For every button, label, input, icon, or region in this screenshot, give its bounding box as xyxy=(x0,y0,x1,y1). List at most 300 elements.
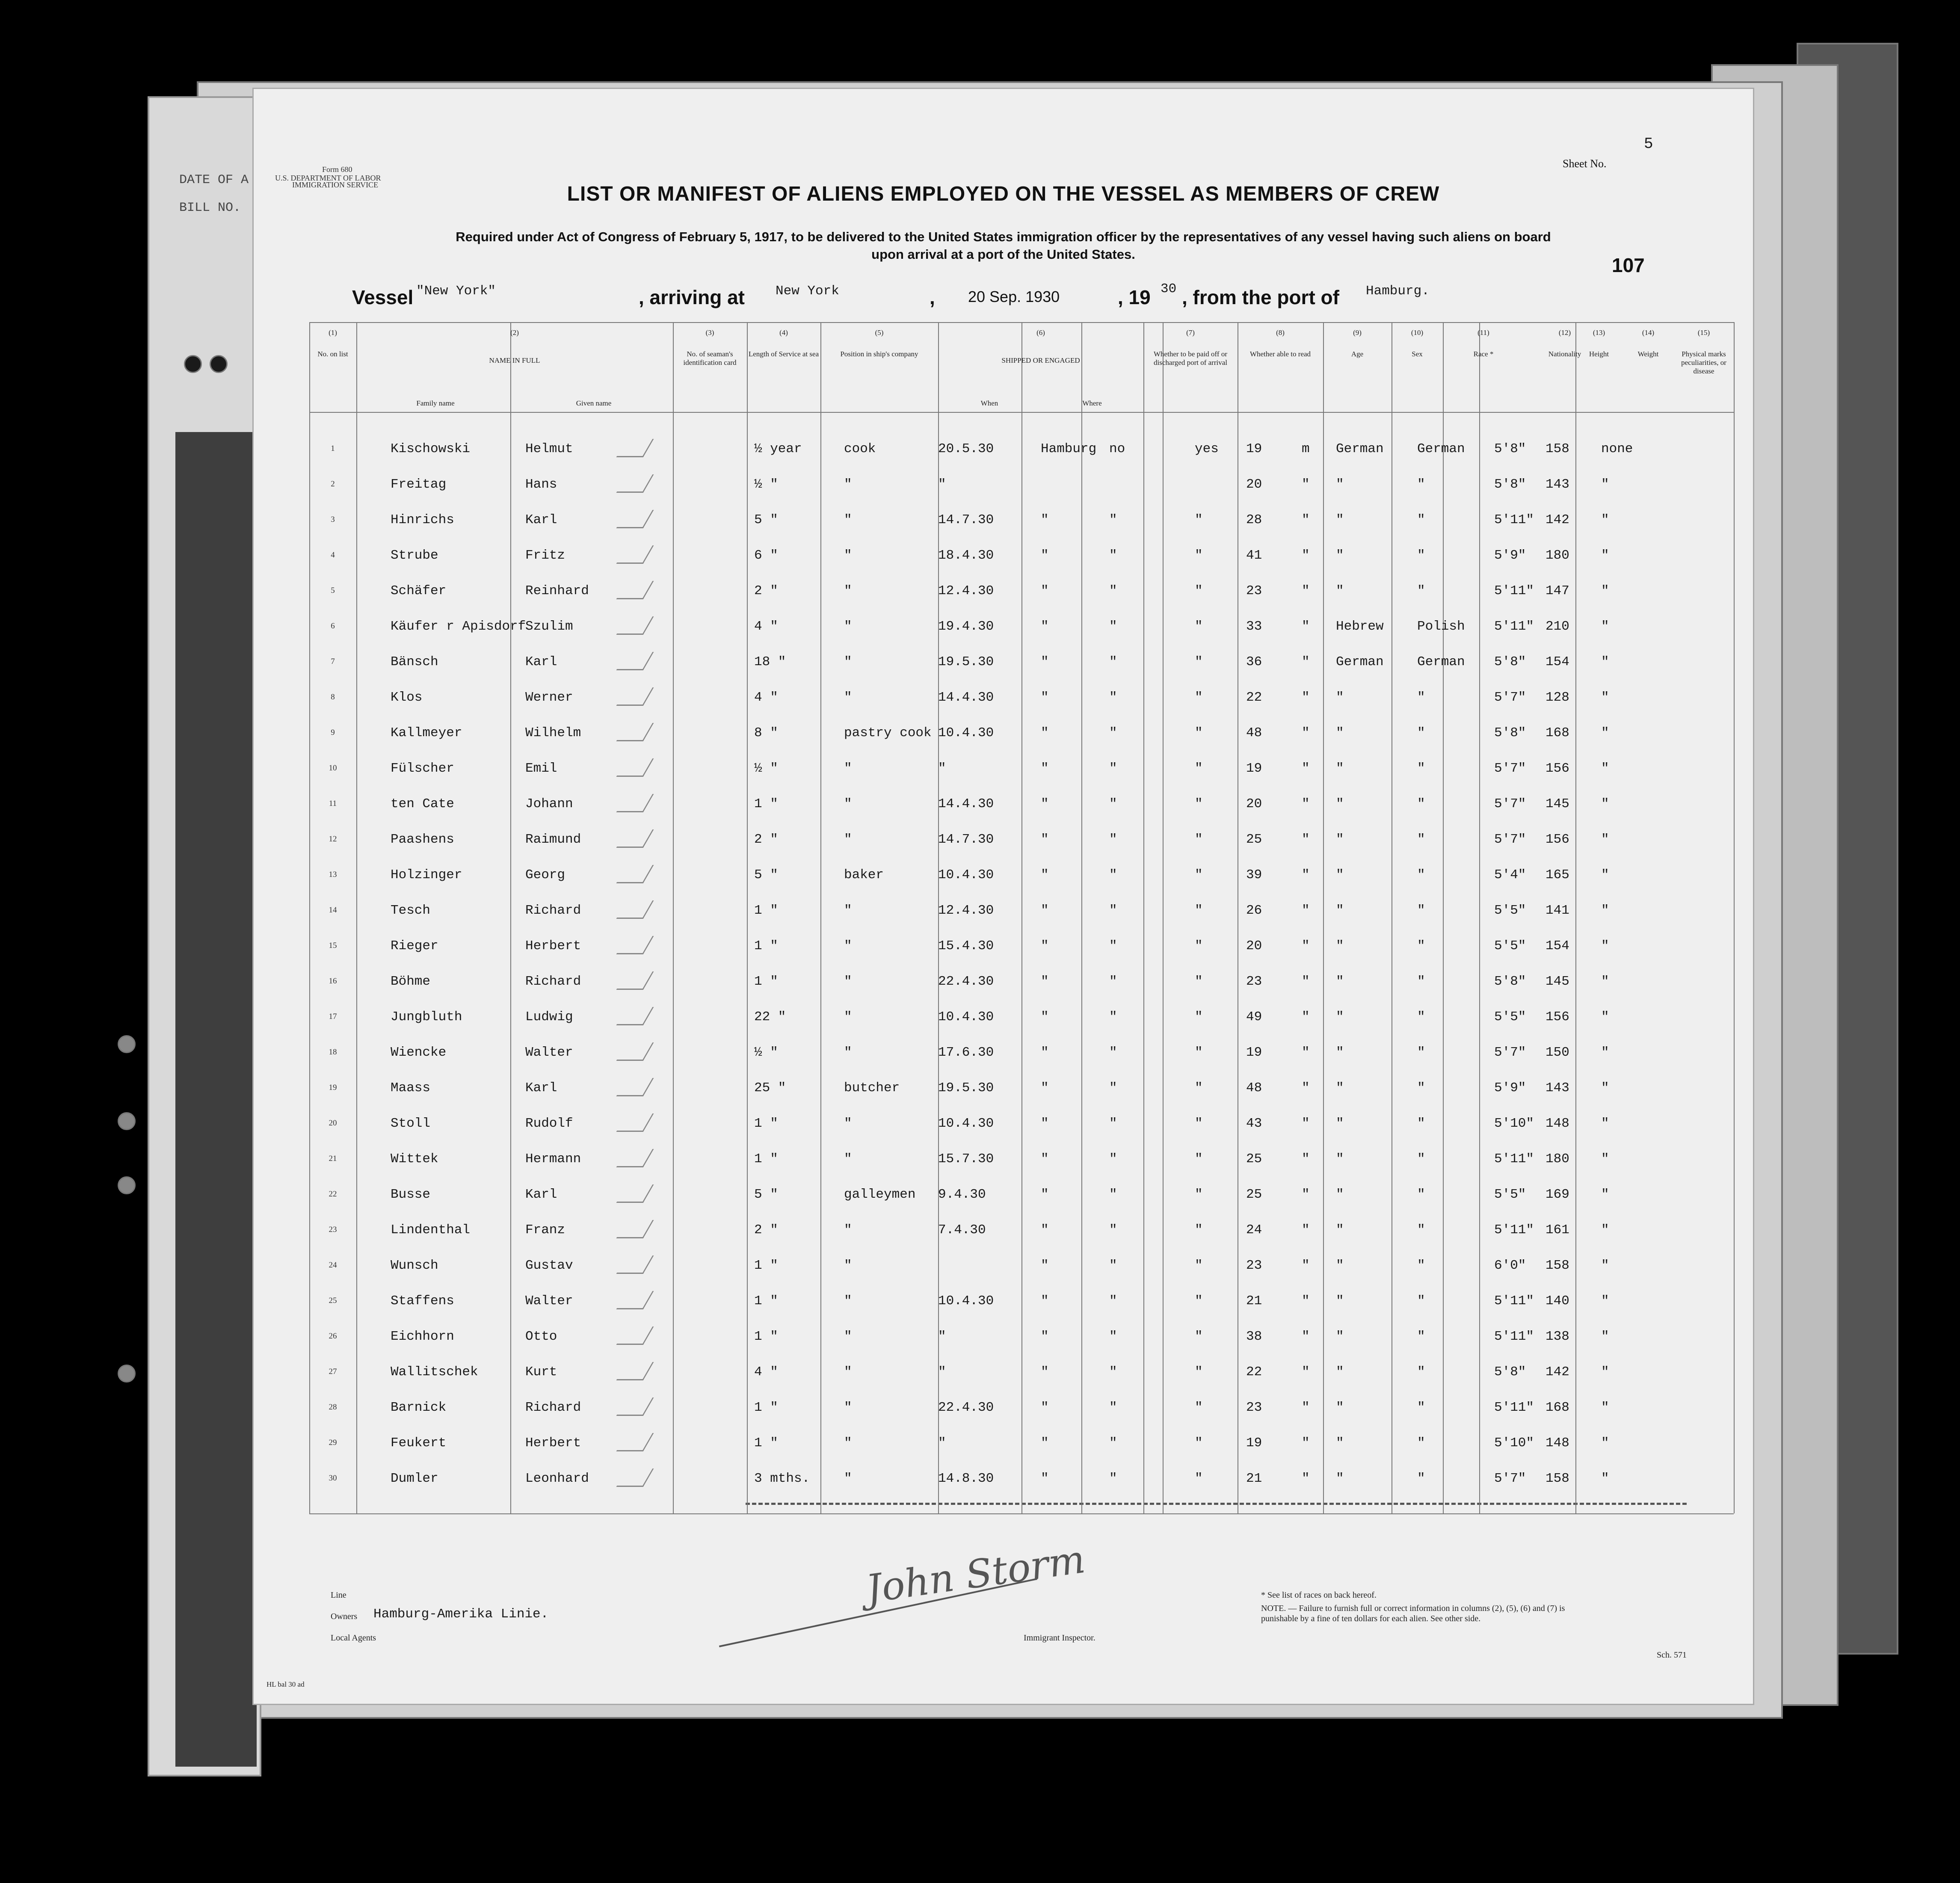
column-number: (14) xyxy=(1642,329,1655,337)
position: " xyxy=(844,974,852,989)
column-number: (2) xyxy=(510,329,519,337)
length-of-service: 6 " xyxy=(754,548,778,563)
length-of-service: 1 " xyxy=(754,974,778,989)
row-number: 6 xyxy=(331,622,335,631)
weight: 158 xyxy=(1545,441,1569,456)
height: 5'11" xyxy=(1494,512,1534,527)
race: " xyxy=(1336,1294,1344,1309)
stub-text-2: BILL NO. xyxy=(179,201,241,215)
table-row xyxy=(254,1043,1753,1079)
shipped-when: 17.6.30 xyxy=(938,1045,994,1060)
position: " xyxy=(844,1223,852,1238)
nationality: German xyxy=(1417,654,1465,669)
able-to-read: " xyxy=(1195,796,1203,811)
column-header: No. of seaman's identification card xyxy=(683,350,737,367)
family-name: Hinrichs xyxy=(391,512,454,527)
family-name: Klos xyxy=(391,690,423,705)
nationality: " xyxy=(1417,725,1425,740)
race: " xyxy=(1336,903,1344,918)
height: 5'8" xyxy=(1494,441,1526,456)
weight: 138 xyxy=(1545,1329,1569,1344)
shipped-when: 7.4.30 xyxy=(938,1223,986,1238)
table-row xyxy=(254,901,1753,937)
table-row xyxy=(254,582,1753,617)
physical-marks: " xyxy=(1601,619,1609,634)
nationality: " xyxy=(1417,1081,1425,1095)
shipped-where: " xyxy=(1041,690,1049,705)
year-value: 30 xyxy=(1161,281,1177,296)
nationality: " xyxy=(1417,974,1425,989)
paid-off: " xyxy=(1109,654,1117,669)
weight: 158 xyxy=(1545,1471,1569,1486)
row-number: 5 xyxy=(331,586,335,595)
row-number: 30 xyxy=(329,1474,337,1483)
weight: 128 xyxy=(1545,690,1569,705)
paid-off: " xyxy=(1109,1329,1117,1344)
column-number: (5) xyxy=(875,329,884,337)
row-number: 14 xyxy=(329,906,337,915)
page-stamp: 107 xyxy=(1612,254,1645,276)
age: 41 xyxy=(1246,548,1262,563)
age: 25 xyxy=(1246,832,1262,847)
row-number: 22 xyxy=(329,1190,337,1199)
inspector-signature: John Storm xyxy=(863,1537,1088,1612)
age: 19 xyxy=(1246,441,1262,456)
column-header: SHIPPED OR ENGAGED xyxy=(1001,356,1080,364)
age: 20 xyxy=(1246,796,1262,811)
table-row xyxy=(254,1185,1753,1221)
age: 21 xyxy=(1246,1471,1262,1486)
row-number: 28 xyxy=(329,1403,337,1412)
physical-marks: " xyxy=(1601,939,1609,953)
column-subheader: Family name xyxy=(416,399,455,407)
column-number: (1) xyxy=(329,329,337,337)
sex: " xyxy=(1302,1471,1310,1486)
paid-off: " xyxy=(1109,1258,1117,1273)
nationality: " xyxy=(1417,761,1425,776)
arrival-date-stamp: 20 Sep. 1930 xyxy=(968,288,1060,305)
row-number: 20 xyxy=(329,1119,337,1128)
age: 33 xyxy=(1246,619,1262,634)
shipped-where: " xyxy=(1041,1471,1049,1486)
position: " xyxy=(844,1116,852,1131)
paid-off: " xyxy=(1109,1223,1117,1238)
position: " xyxy=(844,1471,852,1486)
position: pastry cook xyxy=(844,725,932,740)
column-number: (15) xyxy=(1697,329,1710,337)
row-number: 13 xyxy=(329,870,337,879)
column-number: (6) xyxy=(1036,329,1045,337)
physical-marks: " xyxy=(1601,1258,1609,1273)
row-number: 11 xyxy=(329,799,337,808)
arriving-label: , arriving at xyxy=(639,286,745,308)
shipped-when: 19.4.30 xyxy=(938,619,994,634)
length-of-service: 1 " xyxy=(754,1436,778,1451)
age: 20 xyxy=(1246,477,1262,492)
shipped-where: " xyxy=(1041,1294,1049,1309)
form-number: Form 680 xyxy=(322,165,352,174)
family-name: Kischowski xyxy=(391,441,471,456)
length-of-service: 3 mths. xyxy=(754,1471,810,1486)
height: 5'5" xyxy=(1494,903,1526,918)
row-number: 10 xyxy=(329,764,337,773)
check-mark xyxy=(616,1149,654,1167)
punch-hole xyxy=(118,1365,136,1383)
height: 6'0" xyxy=(1494,1258,1526,1273)
weight: 141 xyxy=(1545,903,1569,918)
row-number: 21 xyxy=(329,1154,337,1163)
row-number: 3 xyxy=(331,515,335,524)
check-mark xyxy=(616,652,654,670)
table-row xyxy=(254,1079,1753,1114)
weight: 145 xyxy=(1545,796,1569,811)
age: 20 xyxy=(1246,939,1262,953)
family-name: Rieger xyxy=(391,939,438,953)
family-name: Maass xyxy=(391,1081,431,1095)
sex: " xyxy=(1302,477,1310,492)
height: 5'7" xyxy=(1494,832,1526,847)
position: " xyxy=(844,939,852,953)
row-number: 17 xyxy=(329,1012,337,1021)
check-mark xyxy=(616,971,654,990)
family-name: Lindenthal xyxy=(391,1223,471,1238)
check-mark xyxy=(616,900,654,919)
position: " xyxy=(844,903,852,918)
paid-off: " xyxy=(1109,690,1117,705)
shipped-where: " xyxy=(1041,654,1049,669)
nationality: " xyxy=(1417,1045,1425,1060)
paid-off: " xyxy=(1109,1471,1117,1486)
given-name: Fritz xyxy=(525,548,565,563)
length-of-service: 2 " xyxy=(754,1223,778,1238)
column-subheader: When xyxy=(980,399,998,407)
weight: 154 xyxy=(1545,654,1569,669)
able-to-read: " xyxy=(1195,974,1203,989)
given-name: Herbert xyxy=(525,939,581,953)
physical-marks: " xyxy=(1601,654,1609,669)
sex: " xyxy=(1302,832,1310,847)
nationality: " xyxy=(1417,1258,1425,1273)
shipped-where: " xyxy=(1041,512,1049,527)
given-name: Ludwig xyxy=(525,1010,573,1024)
age: 28 xyxy=(1246,512,1262,527)
shipped-when: 15.4.30 xyxy=(938,939,994,953)
column-number: (8) xyxy=(1276,329,1285,337)
sex: " xyxy=(1302,690,1310,705)
given-name: Werner xyxy=(525,690,573,705)
paid-off: " xyxy=(1109,1010,1117,1024)
race: " xyxy=(1336,1187,1344,1202)
position: " xyxy=(844,690,852,705)
length-of-service: 4 " xyxy=(754,619,778,634)
length-of-service: ½ year xyxy=(754,441,802,456)
race: " xyxy=(1336,867,1344,882)
able-to-read: " xyxy=(1195,1010,1203,1024)
from-port-label: , from the port of xyxy=(1182,286,1339,308)
given-name: Georg xyxy=(525,867,565,882)
check-mark xyxy=(616,865,654,883)
row-number: 16 xyxy=(329,977,337,986)
height: 5'7" xyxy=(1494,690,1526,705)
table-row xyxy=(254,1434,1753,1469)
race: " xyxy=(1336,725,1344,740)
position: " xyxy=(844,1294,852,1309)
age: 23 xyxy=(1246,1258,1262,1273)
punch-hole xyxy=(184,355,202,373)
race: Hebrew xyxy=(1336,619,1384,634)
manifest-subtitle-2: upon arrival at a port of the United States. xyxy=(871,247,1135,262)
paid-off: " xyxy=(1109,512,1117,527)
weight: 140 xyxy=(1545,1294,1569,1309)
table-bottom-rule xyxy=(309,1513,1734,1514)
table-row xyxy=(254,1114,1753,1150)
physical-marks: " xyxy=(1601,1436,1609,1451)
position: " xyxy=(844,832,852,847)
comma: , xyxy=(930,286,935,308)
race: " xyxy=(1336,939,1344,953)
race: " xyxy=(1336,548,1344,563)
given-name: Walter xyxy=(525,1045,573,1060)
sex: " xyxy=(1302,1152,1310,1167)
given-name: Johann xyxy=(525,796,573,811)
shipped-when: 14.7.30 xyxy=(938,832,994,847)
row-number: 7 xyxy=(331,657,335,666)
physical-marks: " xyxy=(1601,1294,1609,1309)
shipped-where: " xyxy=(1041,1436,1049,1451)
race: " xyxy=(1336,477,1344,492)
height: 5'8" xyxy=(1494,477,1526,492)
stub-text-1: DATE OF A xyxy=(179,173,249,187)
physical-marks: " xyxy=(1601,1223,1609,1238)
paid-off: " xyxy=(1109,761,1117,776)
able-to-read: " xyxy=(1195,1436,1203,1451)
length-of-service: 1 " xyxy=(754,1400,778,1415)
shipped-when: 14.4.30 xyxy=(938,796,994,811)
given-name: Leonhard xyxy=(525,1471,589,1486)
able-to-read: " xyxy=(1195,1329,1203,1344)
physical-marks: " xyxy=(1601,1010,1609,1024)
paid-off: " xyxy=(1109,939,1117,953)
sex: " xyxy=(1302,1223,1310,1238)
length-of-service: ½ " xyxy=(754,477,778,492)
length-of-service: 1 " xyxy=(754,796,778,811)
physical-marks: " xyxy=(1601,512,1609,527)
nationality: " xyxy=(1417,1010,1425,1024)
able-to-read: " xyxy=(1195,1400,1203,1415)
column-header: Nationality xyxy=(1548,350,1581,358)
given-name: Wilhelm xyxy=(525,725,581,740)
vessel-name: "New York" xyxy=(416,284,496,299)
family-name: Wallitschek xyxy=(391,1365,478,1380)
height: 5'8" xyxy=(1494,1365,1526,1380)
paid-off: no xyxy=(1109,441,1125,456)
nationality: " xyxy=(1417,1436,1425,1451)
sex: " xyxy=(1302,725,1310,740)
schedule-number: Sch. 571 xyxy=(1657,1650,1687,1660)
position: " xyxy=(844,1258,852,1273)
weight: 168 xyxy=(1545,1400,1569,1415)
able-to-read: " xyxy=(1195,583,1203,598)
position: " xyxy=(844,548,852,563)
physical-marks: " xyxy=(1601,1187,1609,1202)
row-number: 27 xyxy=(329,1367,337,1376)
immigrant-inspector-label: Immigrant Inspector. xyxy=(1024,1633,1095,1643)
shipped-when: 20.5.30 xyxy=(938,441,994,456)
nationality: " xyxy=(1417,477,1425,492)
owners-label: Owners xyxy=(331,1612,358,1621)
height: 5'11" xyxy=(1494,583,1534,598)
physical-marks: " xyxy=(1601,1471,1609,1486)
race: " xyxy=(1336,832,1344,847)
physical-marks: " xyxy=(1601,548,1609,563)
owners-value: Hamburg-Amerika Linie. xyxy=(373,1607,549,1622)
shipped-where: " xyxy=(1041,1045,1049,1060)
table-row xyxy=(254,1398,1753,1434)
binding-stub-dark xyxy=(175,432,257,1767)
check-mark xyxy=(616,1326,654,1345)
able-to-read: yes xyxy=(1195,441,1219,456)
row-number: 12 xyxy=(329,835,337,844)
table-row xyxy=(254,724,1753,759)
sex: " xyxy=(1302,1294,1310,1309)
punch-hole xyxy=(210,355,228,373)
nationality: German xyxy=(1417,441,1465,456)
family-name: Dumler xyxy=(391,1471,438,1486)
age: 23 xyxy=(1246,974,1262,989)
length-of-service: 4 " xyxy=(754,1365,778,1380)
given-name: Helmut xyxy=(525,441,573,456)
age: 22 xyxy=(1246,690,1262,705)
shipped-where: " xyxy=(1041,796,1049,811)
sex: " xyxy=(1302,1116,1310,1131)
given-name: Otto xyxy=(525,1329,557,1344)
column-header: Height xyxy=(1589,350,1609,358)
length-of-service: ½ " xyxy=(754,761,778,776)
age: 38 xyxy=(1246,1329,1262,1344)
physical-marks: " xyxy=(1601,1329,1609,1344)
family-name: ten Cate xyxy=(391,796,454,811)
local-agents-label: Local Agents xyxy=(331,1633,376,1643)
check-mark xyxy=(616,723,654,741)
shipped-where: " xyxy=(1041,619,1049,634)
weight: 168 xyxy=(1545,725,1569,740)
family-name: Stoll xyxy=(391,1116,431,1131)
given-name: Richard xyxy=(525,974,581,989)
race: " xyxy=(1336,1436,1344,1451)
sex: " xyxy=(1302,1010,1310,1024)
nationality: " xyxy=(1417,1223,1425,1238)
column-header: Physical marks peculiarities, or disease xyxy=(1681,350,1726,375)
given-name: Gustav xyxy=(525,1258,573,1273)
weight: 143 xyxy=(1545,477,1569,492)
departure-port: Hamburg. xyxy=(1366,284,1430,299)
height: 5'8" xyxy=(1494,725,1526,740)
nationality: " xyxy=(1417,1187,1425,1202)
position: " xyxy=(844,654,852,669)
paid-off: " xyxy=(1109,1045,1117,1060)
sex: " xyxy=(1302,1436,1310,1451)
length-of-service: 5 " xyxy=(754,867,778,882)
race: " xyxy=(1336,974,1344,989)
check-mark xyxy=(616,1362,654,1380)
age: 19 xyxy=(1246,1045,1262,1060)
given-name: Walter xyxy=(525,1294,573,1309)
row-number: 18 xyxy=(329,1048,337,1057)
physical-marks: " xyxy=(1601,867,1609,882)
given-name: Herbert xyxy=(525,1436,581,1451)
weight: 180 xyxy=(1545,1152,1569,1167)
shipped-when: 19.5.30 xyxy=(938,654,994,669)
length-of-service: 22 " xyxy=(754,1010,786,1024)
column-number: (12) xyxy=(1558,329,1571,337)
shipped-when: 10.4.30 xyxy=(938,1010,994,1024)
weight: 148 xyxy=(1545,1116,1569,1131)
paid-off: " xyxy=(1109,619,1117,634)
given-name: Karl xyxy=(525,1081,557,1095)
column-header: Whether able to read xyxy=(1249,350,1311,358)
table-row xyxy=(254,937,1753,972)
race: " xyxy=(1336,1010,1344,1024)
race: " xyxy=(1336,1365,1344,1380)
sex: m xyxy=(1302,441,1310,456)
column-subheader: Given name xyxy=(576,399,612,407)
shipped-when: 10.4.30 xyxy=(938,867,994,882)
physical-marks: " xyxy=(1601,583,1609,598)
race: " xyxy=(1336,690,1344,705)
check-mark xyxy=(616,1042,654,1061)
position: " xyxy=(844,512,852,527)
able-to-read: " xyxy=(1195,1471,1203,1486)
column-number: (9) xyxy=(1353,329,1362,337)
height: 5'11" xyxy=(1494,1294,1534,1309)
length-of-service: 1 " xyxy=(754,1258,778,1273)
shipped-where: " xyxy=(1041,761,1049,776)
age: 43 xyxy=(1246,1116,1262,1131)
check-mark xyxy=(616,439,654,457)
height: 5'7" xyxy=(1494,1045,1526,1060)
table-row xyxy=(254,1150,1753,1185)
race: " xyxy=(1336,1223,1344,1238)
nationality: " xyxy=(1417,548,1425,563)
shipped-when: 22.4.30 xyxy=(938,974,994,989)
physical-marks: " xyxy=(1601,974,1609,989)
shipped-where: " xyxy=(1041,583,1049,598)
shipped-when: 12.4.30 xyxy=(938,583,994,598)
row-number: 26 xyxy=(329,1332,337,1341)
weight: 161 xyxy=(1545,1223,1569,1238)
length-of-service: 1 " xyxy=(754,1329,778,1344)
given-name: Raimund xyxy=(525,832,581,847)
row-number: 23 xyxy=(329,1225,337,1234)
paid-off: " xyxy=(1109,1081,1117,1095)
age: 22 xyxy=(1246,1365,1262,1380)
age: 49 xyxy=(1246,1010,1262,1024)
paid-off: " xyxy=(1109,1436,1117,1451)
length-of-service: 1 " xyxy=(754,903,778,918)
nationality: Polish xyxy=(1417,619,1465,634)
family-name: Strube xyxy=(391,548,438,563)
shipped-where: " xyxy=(1041,1329,1049,1344)
weight: 156 xyxy=(1545,1010,1569,1024)
race: " xyxy=(1336,583,1344,598)
column-subheader: Where xyxy=(1082,399,1102,407)
able-to-read: " xyxy=(1195,725,1203,740)
check-mark xyxy=(616,1469,654,1487)
check-mark xyxy=(616,1255,654,1274)
check-mark xyxy=(616,829,654,848)
shipped-where: " xyxy=(1041,903,1049,918)
able-to-read: " xyxy=(1195,867,1203,882)
